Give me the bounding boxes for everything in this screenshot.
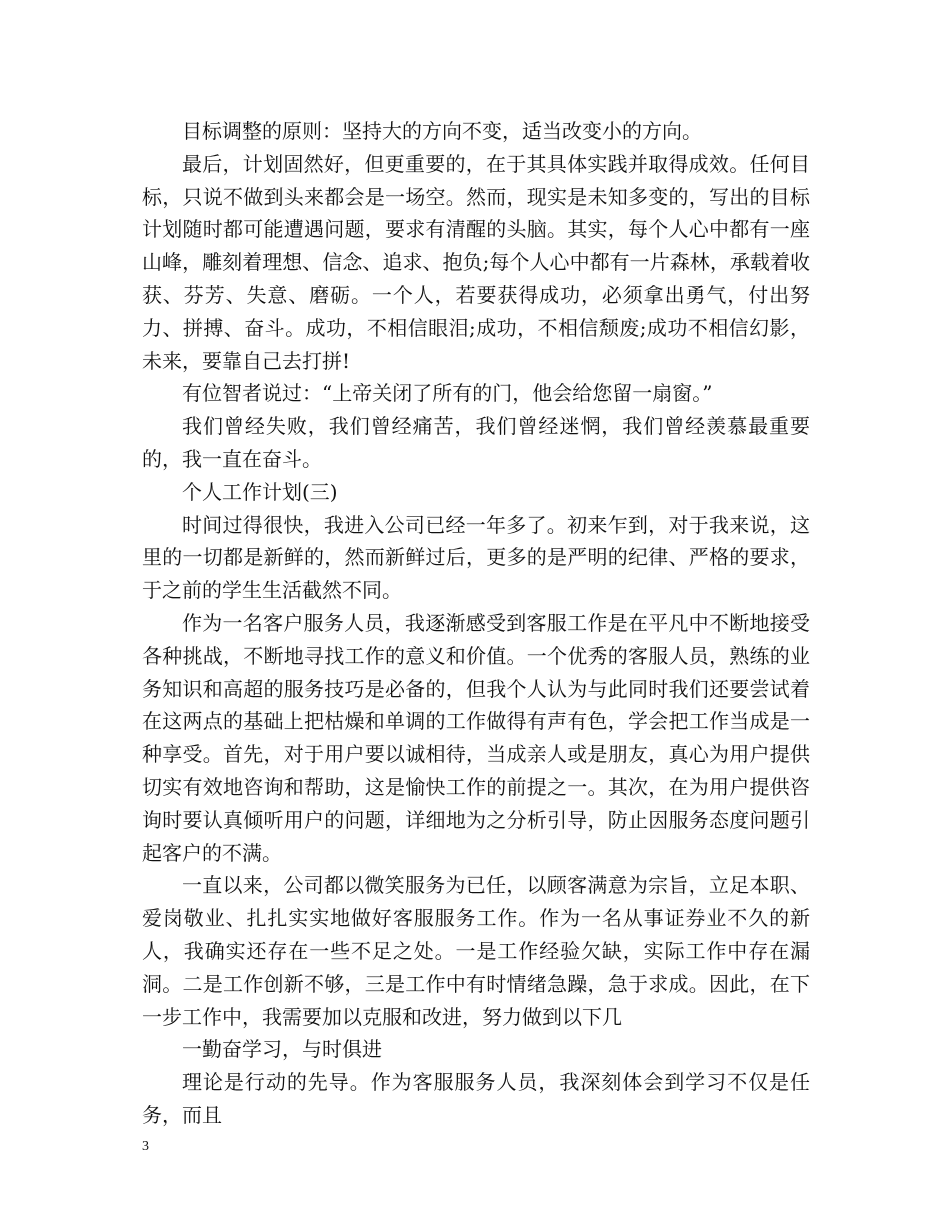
document-body <box>142 115 810 1132</box>
page-number: 3 <box>142 1139 149 1154</box>
subheading-study: 一勤奋学习，与时俱进 <box>182 1037 382 1062</box>
paragraph-practice: 最后，计划固然好，但更重要的，在于其具体实践并取得成效。任何目标，只说不做到头来都会是一场空。然而，现实是未知多变的，写出的目标计划随时都可能遭遇问题，要求有清醒的头脑。其实，每个人心中都有一座山峰，雕刻着理想、信念、追求、抱负;每个人心中都有一片森林，承载着收获、芬芳、失意、磨砺。一个人，若要获得成功，必须拿出勇气，付出努力、拼搏、奋斗。成功，不相信眼泪;成功，不相信颓废;成功不相信幻影，未来，要靠自己去打拼! <box>142 151 810 373</box>
section-heading: 个人工作计划(三) <box>182 479 338 504</box>
paragraph-target-adjustment: 目标调整的原则：坚持大的方向不变，适当改变小的方向。 <box>182 119 702 143</box>
paragraph-theory: 理论是行动的先导。作为客服服务人员，我深刻体会到学习不仅是任务，而且 <box>142 1070 810 1127</box>
paragraph-struggle: 我们曾经失败，我们曾经痛苦，我们曾经迷惘，我们曾经羡慕最重要的，我一直在奋斗。 <box>142 414 810 471</box>
paragraph-shortcomings: 一直以来，公司都以微笑服务为已任，以顾客满意为宗旨，立足本职、爱岗敬业、扎扎实实地做好客服服务工作。作为一名从事证券业不久的新人，我确实还存在一些不足之处。一是工作经验欠缺，实际工作中存在漏洞。二是工作创新不够，三是工作中有时情绪急躁，急于求成。因此，在下一步工作中，我需要加以克服和改进，努力做到以下几 <box>142 873 810 1029</box>
paragraph-one-year: 时间过得很快，我进入公司已经一年多了。初来乍到，对于我来说，这里的一切都是新鲜的，然而新鲜过后，更多的是严明的纪律、严格的要求，于之前的学生生活截然不同。 <box>142 512 810 603</box>
paragraph-quote: 有位智者说过：“上帝关闭了所有的门，他会给您留一扇窗。” <box>182 381 713 406</box>
paragraph-customer-service: 作为一名客户服务人员，我逐渐感受到客服工作是在平凡中不断地接受各种挑战，不断地寻找工作的意义和价值。一个优秀的客服人员，熟练的业务知识和高超的服务技巧是必备的，但我个人认为与此同时我们还要尝试着在这两点的基础上把枯燥和单调的工作做得有声有色，学会把工作当成是一种享受。首先，对于用户要以诚相待，当成亲人或是朋友，真心为用户提供切实有效地咨询和帮助，这是愉快工作的前提之一。其次，在为用户提供咨询时要认真倾听用户的问题，详细地为之分析引导，防止因服务态度问题引起客户的不满。 <box>142 610 810 865</box>
